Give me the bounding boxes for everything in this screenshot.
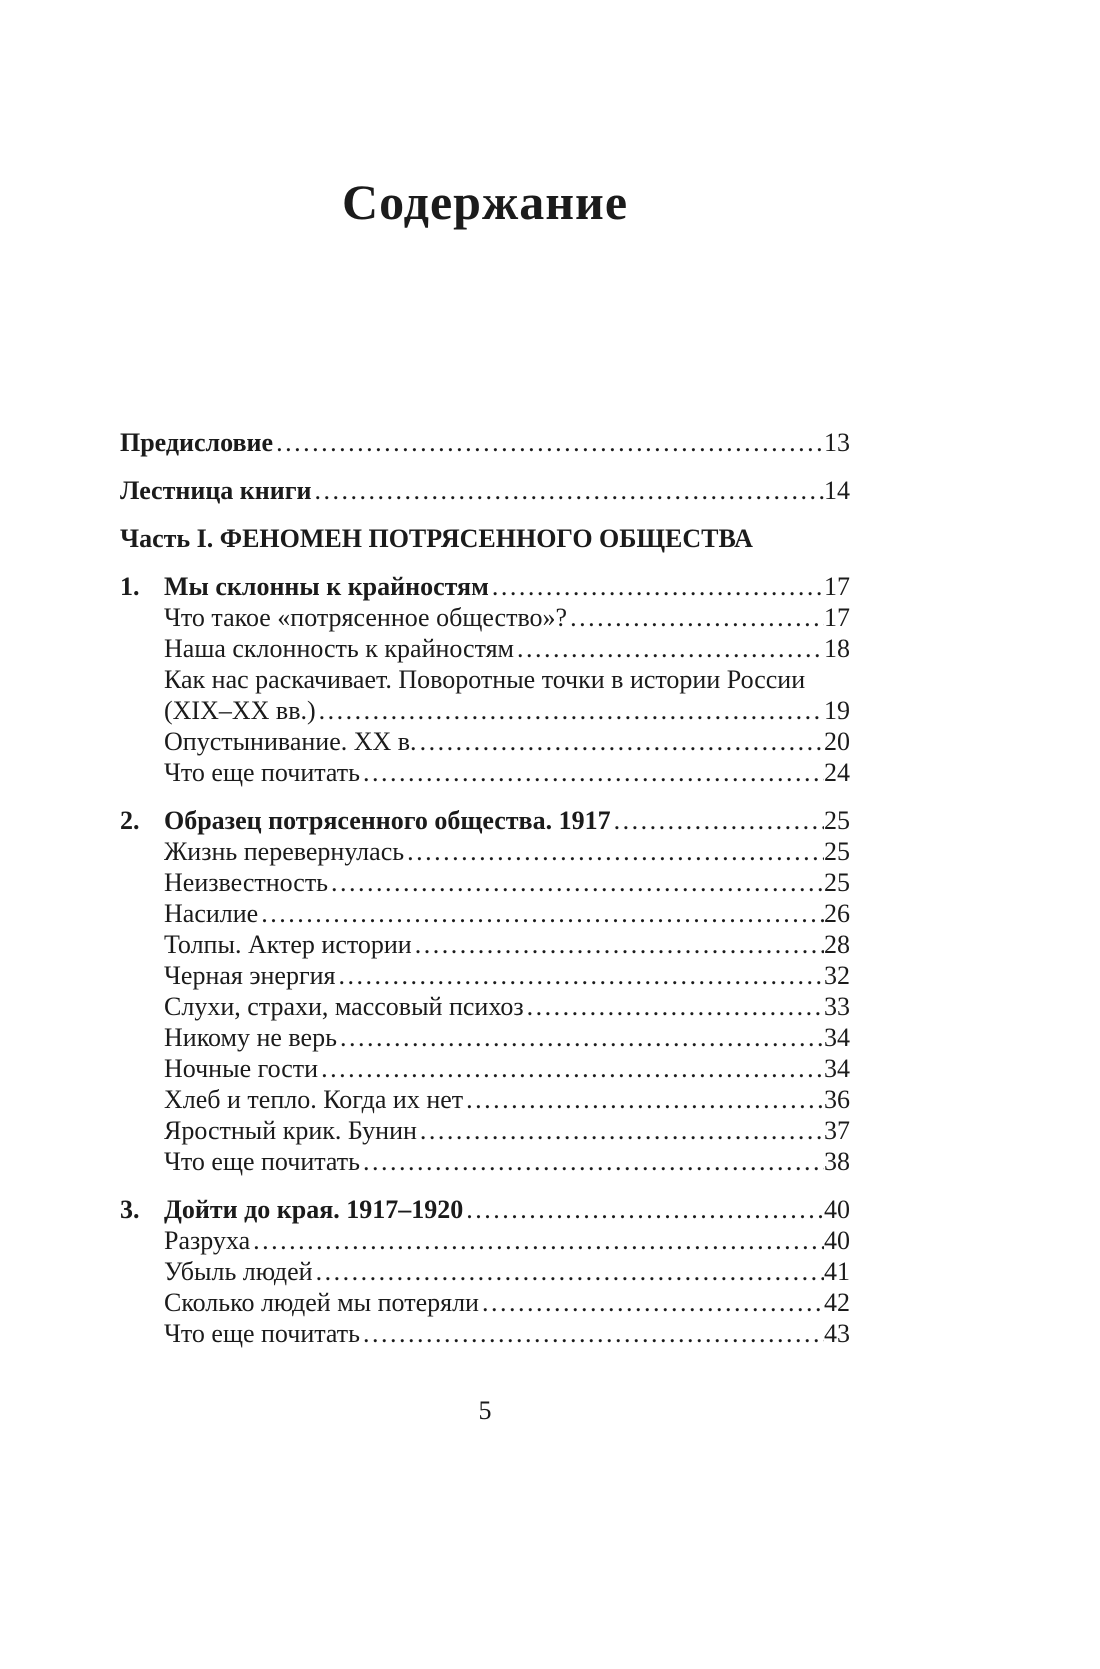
dot-leader (570, 602, 824, 633)
toc-entry-label: Лестница книги (120, 476, 312, 505)
toc-section (120, 633, 850, 664)
part-heading-label: Часть I. ФЕНОМЕН ПОТРЯСЕННОГО ОБЩЕСТВА (120, 524, 753, 553)
page-number: 25 (824, 837, 850, 866)
toc-section (120, 1287, 850, 1318)
chapter-title: Образец потрясенного общества. 1917 (164, 806, 611, 835)
toc-chapter (120, 571, 850, 602)
page-number: 43 (824, 1319, 850, 1348)
page-number: 18 (824, 634, 850, 663)
dot-leader (415, 929, 824, 960)
toc-section (120, 1022, 850, 1053)
toc-part-heading (120, 523, 850, 554)
dot-leader (253, 1225, 824, 1256)
toc-section-label: (XIX–XX вв.) (164, 696, 316, 725)
toc-section (120, 757, 850, 788)
toc-chapter (120, 805, 850, 836)
page-content (120, 0, 850, 1349)
toc-section (120, 1084, 850, 1115)
page-number: 41 (824, 1257, 850, 1286)
toc-section-label: Яростный крик. Бунин (164, 1116, 417, 1145)
toc-section-label: Слухи, страхи, массовый психоз (164, 992, 524, 1021)
page-number: 40 (824, 1226, 850, 1255)
toc-section (120, 929, 850, 960)
page-number: 34 (824, 1023, 850, 1052)
page-number: 34 (824, 1054, 850, 1083)
page-number: 25 (824, 806, 850, 835)
page-number: 20 (824, 727, 850, 756)
toc-section-label: Что еще почитать (164, 1147, 361, 1176)
toc-entry-label: Предисловие (120, 428, 274, 457)
toc-section-label: Неизвестность (164, 868, 329, 897)
toc-section (120, 664, 850, 695)
dot-leader (321, 1053, 824, 1084)
chapter-number: 1. (120, 572, 140, 601)
dot-leader (363, 1146, 824, 1177)
page-number: 17 (824, 572, 850, 601)
page-number: 33 (824, 992, 850, 1021)
dot-leader (407, 836, 824, 867)
page-number: 37 (824, 1116, 850, 1145)
dot-leader (331, 867, 824, 898)
page-number: 28 (824, 930, 850, 959)
toc-section (120, 1146, 850, 1177)
toc-section (120, 898, 850, 929)
chapter-title: Мы склонны к крайностям (164, 572, 489, 601)
toc-section-continued (120, 695, 850, 726)
dot-leader (614, 805, 824, 836)
toc-section-label: Черная энергия (164, 961, 336, 990)
dot-leader (517, 633, 824, 664)
toc-section (120, 1053, 850, 1084)
dot-leader (261, 898, 824, 929)
toc-section (120, 1115, 850, 1146)
page-title: Содержание (341, 174, 629, 230)
toc-section (120, 867, 850, 898)
page-number: 17 (824, 603, 850, 632)
toc-section-label: Разруха (164, 1226, 251, 1255)
page-number: 26 (824, 899, 850, 928)
dot-leader (340, 1022, 824, 1053)
toc-section-label: Насилие (164, 899, 259, 928)
dot-leader (315, 475, 824, 506)
toc-section (120, 991, 850, 1022)
dot-leader (363, 757, 824, 788)
chapter-title: Дойти до края. 1917–1920 (164, 1195, 464, 1224)
toc-section (120, 726, 850, 757)
toc-section (120, 1225, 850, 1256)
dot-leader (319, 695, 824, 726)
toc-section-label: Опустынивание. XX в. (164, 727, 417, 756)
toc-section-label: Жизнь перевернулась (164, 837, 405, 866)
page-number: 36 (824, 1085, 850, 1114)
dot-leader (339, 960, 824, 991)
dot-leader (363, 1318, 824, 1349)
dot-leader (466, 1194, 824, 1225)
toc-entry (120, 475, 850, 506)
dot-leader (316, 1256, 824, 1287)
page-number: 25 (824, 868, 850, 897)
toc-section-label: Что еще почитать (164, 758, 361, 787)
dot-leader (527, 991, 824, 1022)
page-number: 19 (824, 696, 850, 725)
toc-section-label: Как нас раскачивает. Поворотные точки в истории России (164, 665, 806, 694)
page-number: 38 (824, 1147, 850, 1176)
dot-leader (482, 1287, 824, 1318)
toc-entry (120, 427, 850, 458)
dot-leader (466, 1084, 824, 1115)
table-of-contents (120, 427, 850, 1349)
page-number: 42 (824, 1288, 850, 1317)
toc-section (120, 1318, 850, 1349)
page-number: 40 (824, 1195, 850, 1224)
toc-section-label: Никому не верь (164, 1023, 337, 1052)
toc-section (120, 602, 850, 633)
page-number: 14 (824, 476, 850, 505)
chapter-number: 2. (120, 806, 140, 835)
dot-leader (276, 427, 824, 458)
toc-section-label: Ночные гости (164, 1054, 319, 1083)
dot-leader (420, 726, 824, 757)
chapter-number: 3. (120, 1195, 140, 1224)
toc-section-label: Наша склонность к крайностям (164, 634, 515, 663)
toc-section-label: Хлеб и тепло. Когда их нет (164, 1085, 464, 1114)
toc-section-label: Толпы. Актер истории (164, 930, 412, 959)
dot-leader (492, 571, 824, 602)
toc-section-label: Убыль людей (164, 1257, 313, 1286)
toc-section (120, 1256, 850, 1287)
toc-section-label: Сколько людей мы потеряли (164, 1288, 479, 1317)
toc-section (120, 836, 850, 867)
folio-page-number: 5 (478, 1396, 492, 1425)
page-number: 13 (824, 428, 850, 457)
page-number: 32 (824, 961, 850, 990)
dot-leader (420, 1115, 824, 1146)
page-number: 24 (824, 758, 850, 787)
toc-section-label: Что такое «потрясенное общество»? (164, 603, 568, 632)
toc-section-label: Что еще почитать (164, 1319, 361, 1348)
toc-chapter (120, 1194, 850, 1225)
toc-section (120, 960, 850, 991)
